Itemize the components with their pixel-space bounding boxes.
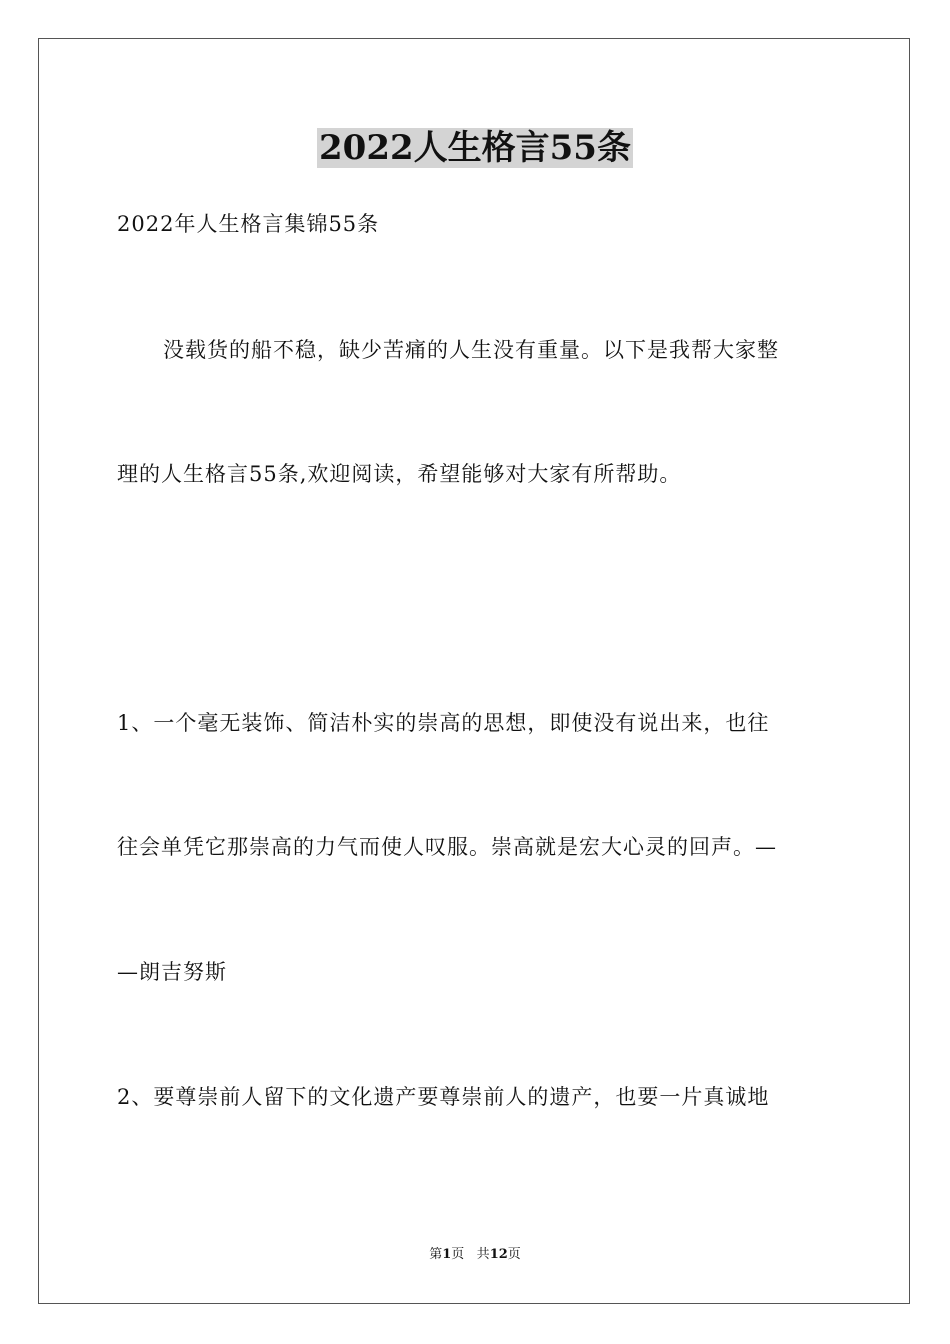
paragraph-line: 1、一个毫无装饰、简洁朴实的崇高的思想，即使没有说出来，也往 [117, 711, 770, 735]
footer-page-number: 1 [442, 1247, 452, 1262]
paragraph-line: 往会单凭它那崇高的力气而使人叹服。崇高就是宏大心灵的回声。— [117, 835, 777, 859]
footer-total-suffix: 页 [507, 1247, 521, 1262]
document-subtitle: 2022年人生格言集锦55条 [117, 212, 380, 236]
footer-total-prefix: 共 [476, 1247, 490, 1262]
paragraph-line: —朗吉努斯 [117, 960, 227, 984]
footer-page-suffix: 页 [451, 1247, 465, 1262]
footer-page-prefix: 第 [429, 1247, 443, 1262]
footer-total-pages: 12 [489, 1247, 508, 1262]
paragraph-line: 理的人生格言55条,欢迎阅读，希望能够对大家有所帮助。 [117, 462, 682, 486]
page-footer [0, 1246, 950, 1264]
title-container [0, 128, 950, 168]
paragraph-line: 2、要尊崇前人留下的文化遗产要尊崇前人的遗产，也要一片真诚地 [117, 1085, 770, 1109]
document-title: 2022人生格言55条 [319, 128, 631, 168]
paragraph-line: 没载货的船不稳，缺少苦痛的人生没有重量。以下是我帮大家整 [163, 338, 779, 362]
